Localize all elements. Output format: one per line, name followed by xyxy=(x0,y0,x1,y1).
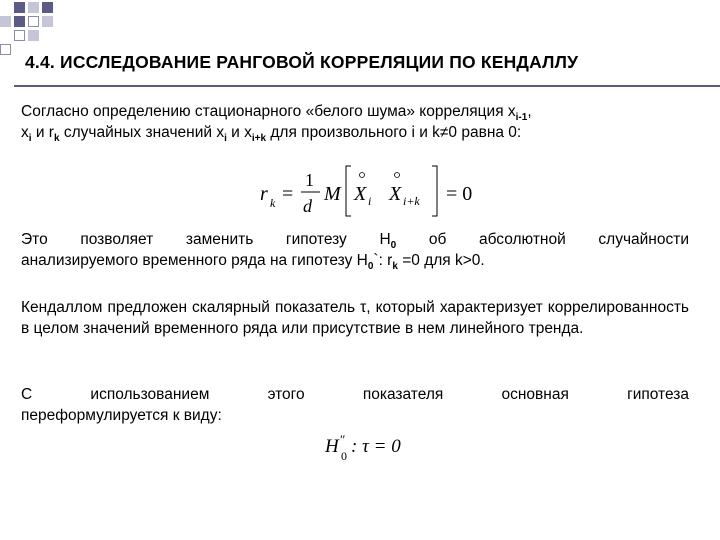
deco-square xyxy=(28,2,39,13)
formula-h: H xyxy=(325,436,339,457)
paragraph-line: С использованием этого показателя основная гипотеза xyxy=(21,386,689,403)
correlation-formula xyxy=(258,160,488,220)
subscript: i+k xyxy=(251,133,267,145)
paragraph-reformulation xyxy=(21,384,689,426)
text-span: , xyxy=(527,103,532,120)
subscript: 0 xyxy=(367,261,374,273)
deco-square xyxy=(14,16,25,27)
deco-square xyxy=(28,30,39,41)
deco-square xyxy=(42,16,53,27)
subscript: 0 xyxy=(390,240,397,252)
formula-lhs-sub: k xyxy=(270,196,276,210)
paragraph-line xyxy=(21,229,689,250)
deco-square xyxy=(28,16,39,27)
subscript: i-1 xyxy=(515,112,528,124)
text-span: и x xyxy=(226,124,252,141)
formula-operator: M xyxy=(324,183,341,205)
subscript: i xyxy=(28,133,32,145)
formula-lhs: r xyxy=(260,183,268,205)
slide-title: 4.4. ИССЛЕДОВАНИЕ РАНГОВОЙ КОРРЕЛЯЦИИ ПО КЕНДАЛЛУ xyxy=(25,52,579,72)
right-bracket xyxy=(432,166,437,216)
formula-x2-sub: i+k xyxy=(403,194,420,208)
text-span: об абсолютной случайности xyxy=(396,231,689,248)
paragraph-line xyxy=(21,101,689,122)
deco-square xyxy=(0,16,11,27)
text-span: анализируемого временного ряда на гипотезу H xyxy=(21,252,368,269)
formula-denominator: d xyxy=(303,196,312,216)
text-span: и r xyxy=(31,124,54,141)
deco-square xyxy=(14,2,25,13)
formula-sub: 0 xyxy=(341,449,347,462)
paragraph-line xyxy=(21,250,689,271)
formula-x1-sub: i xyxy=(368,194,372,208)
paragraph-white-noise xyxy=(21,101,689,143)
text-span: случайных значений x xyxy=(59,124,225,141)
title-underline xyxy=(14,85,720,87)
formula-x2: X xyxy=(389,183,402,205)
text-span: : r xyxy=(378,252,393,269)
text-span: для произвольного i и k≠0 равна 0: xyxy=(266,124,522,141)
paragraph-kendall: Кендаллом предложен скалярный показатель τ, который характеризует коррелированность в целом значений временного ряда или присутствие в нем линейного тренда. xyxy=(21,299,689,337)
centered-mark xyxy=(395,173,400,178)
formula-numerator: 1 xyxy=(305,170,314,190)
subscript: k xyxy=(392,261,398,273)
text-span: Это позволяет заменить гипотезу H xyxy=(21,231,391,248)
formula-prime: ″ xyxy=(340,432,346,447)
text-span: x xyxy=(21,124,29,141)
text-span: =0 для k>0. xyxy=(397,252,485,269)
paragraph-line xyxy=(21,122,689,143)
left-bracket xyxy=(346,166,351,216)
text-span: Согласно определению стационарного «белого шума» корреляция x xyxy=(21,103,516,120)
text-span: ` xyxy=(373,252,379,269)
deco-square xyxy=(0,44,11,55)
paragraph-hypothesis xyxy=(21,229,689,271)
formula-rest: : τ = 0 xyxy=(351,436,401,457)
subscript: i xyxy=(224,133,227,145)
tau-hypothesis-formula xyxy=(323,430,413,462)
subscript: k xyxy=(53,133,60,145)
formula-x1: X xyxy=(354,183,367,205)
decorative-squares xyxy=(0,0,60,60)
centered-mark xyxy=(360,173,365,178)
deco-square xyxy=(42,2,53,13)
formula-rhs: = 0 xyxy=(446,183,473,205)
formula-equals: = xyxy=(282,183,294,205)
paragraph-line: переформулируется к виду: xyxy=(21,407,222,424)
deco-square xyxy=(14,30,25,41)
